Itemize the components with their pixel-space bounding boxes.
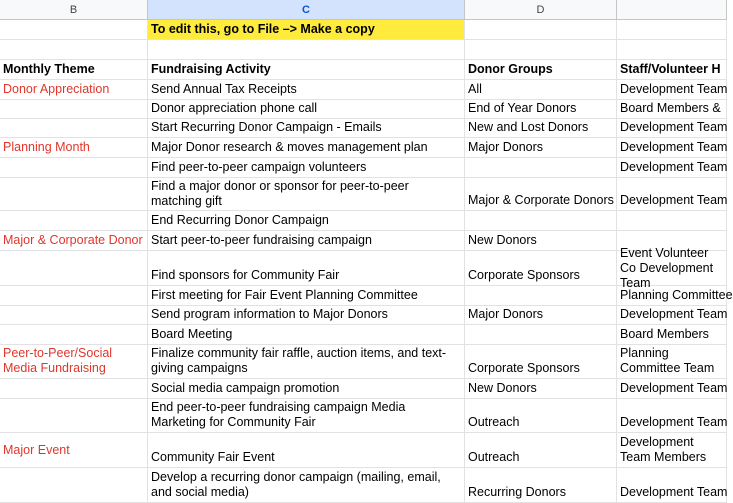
donor-group-cell[interactable] bbox=[465, 231, 617, 251]
activity-cell[interactable] bbox=[148, 118, 465, 138]
staff-cell[interactable] bbox=[617, 80, 727, 100]
header-theme-cell[interactable] bbox=[0, 60, 148, 80]
theme-cell[interactable] bbox=[0, 433, 148, 468]
table-row bbox=[0, 305, 728, 325]
staff-cell[interactable] bbox=[617, 468, 727, 503]
header-staff-cell[interactable] bbox=[617, 60, 727, 80]
donors-text: Major Donors bbox=[468, 307, 544, 321]
theme-cell[interactable] bbox=[0, 398, 148, 433]
staff-cell[interactable] bbox=[617, 379, 727, 399]
activity-cell[interactable] bbox=[148, 211, 465, 231]
header-activity-cell[interactable] bbox=[148, 60, 465, 80]
staff-text: Board Members & bbox=[620, 101, 721, 115]
donors-text: New Donors bbox=[468, 381, 537, 395]
staff-cell[interactable] bbox=[617, 99, 727, 119]
staff-cell[interactable] bbox=[617, 211, 727, 231]
activity-cell[interactable] bbox=[148, 468, 465, 503]
staff-text: Development Team bbox=[620, 415, 728, 429]
theme-text: Donor Appreciation bbox=[3, 82, 110, 96]
activity-text: Find peer-to-peer campaign volunteers bbox=[151, 160, 367, 174]
donors-text: New and Lost Donors bbox=[468, 120, 589, 134]
staff-cell[interactable] bbox=[617, 344, 727, 379]
theme-cell[interactable] bbox=[0, 325, 148, 345]
activity-cell[interactable] bbox=[148, 177, 465, 211]
staff-text: Planning Committee bbox=[620, 288, 733, 302]
header-staff: Staff/Volunteer H bbox=[620, 62, 721, 76]
header-donors-cell[interactable] bbox=[465, 60, 617, 80]
staff-text: Development Team bbox=[620, 307, 728, 321]
activity-cell[interactable] bbox=[148, 305, 465, 325]
theme-cell[interactable] bbox=[0, 344, 148, 379]
cell[interactable] bbox=[0, 20, 148, 40]
column-header-d-label: D bbox=[536, 3, 545, 16]
table-row bbox=[0, 468, 728, 503]
staff-text: Event Volunteer Co Development Team bbox=[620, 245, 714, 290]
header-donors: Donor Groups bbox=[468, 62, 553, 76]
staff-text: Planning Committee Team bbox=[620, 346, 715, 375]
activity-text: Send program information to Major Donors bbox=[151, 307, 388, 321]
theme-cell[interactable] bbox=[0, 118, 148, 138]
theme-cell[interactable] bbox=[0, 379, 148, 399]
staff-text: Development Team bbox=[620, 120, 728, 134]
cell[interactable] bbox=[0, 40, 148, 60]
cell[interactable] bbox=[617, 40, 727, 60]
cell[interactable] bbox=[465, 20, 617, 40]
activity-text: Donor appreciation phone call bbox=[151, 101, 318, 115]
table-row bbox=[0, 99, 720, 119]
activity-text: Develop a recurring donor campaign (mailing, email, and social media) bbox=[151, 470, 441, 499]
column-header-e[interactable] bbox=[617, 0, 727, 20]
donor-group-cell[interactable] bbox=[465, 99, 617, 119]
table-row bbox=[0, 286, 733, 306]
table-row bbox=[0, 231, 720, 251]
donor-group-cell[interactable] bbox=[465, 80, 617, 100]
activity-text: End Recurring Donor Campaign bbox=[151, 213, 329, 227]
staff-cell[interactable] bbox=[617, 286, 733, 306]
header-theme: Monthly Theme bbox=[3, 62, 95, 76]
donor-group-cell[interactable] bbox=[465, 325, 617, 345]
table-row bbox=[0, 245, 720, 290]
theme-text: Major Event bbox=[3, 442, 70, 457]
staff-cell[interactable] bbox=[617, 177, 727, 211]
activity-text: First meeting for Fair Event Planning Committee bbox=[151, 288, 418, 302]
donors-text: Corporate Sponsors bbox=[468, 361, 580, 375]
theme-cell[interactable] bbox=[0, 211, 148, 231]
staff-cell[interactable] bbox=[617, 325, 727, 345]
staff-text: Development Team Members bbox=[620, 435, 707, 464]
donors-text: New Donors bbox=[468, 233, 537, 247]
header-activity: Fundraising Activity bbox=[151, 62, 271, 76]
donor-group-cell[interactable] bbox=[465, 344, 617, 379]
theme-cell[interactable] bbox=[0, 305, 148, 325]
blank-row bbox=[0, 40, 720, 60]
donors-text: End of Year Donors bbox=[468, 101, 577, 115]
activity-cell[interactable] bbox=[148, 251, 465, 286]
table-row bbox=[0, 118, 728, 138]
cell[interactable] bbox=[148, 40, 465, 60]
donors-text: Corporate Sponsors bbox=[468, 268, 580, 282]
activity-cell[interactable] bbox=[148, 80, 465, 100]
activity-text: Find sponsors for Community Fair bbox=[151, 268, 340, 282]
activity-cell[interactable] bbox=[148, 379, 465, 399]
table-row bbox=[0, 80, 728, 100]
activity-text: Major Donor research & moves management plan bbox=[151, 140, 428, 154]
theme-cell[interactable] bbox=[0, 231, 148, 251]
staff-text: Board Members bbox=[620, 327, 709, 341]
edit-note-text: To edit this, go to File –> Make a copy bbox=[151, 22, 375, 36]
staff-text: Development Team bbox=[620, 381, 728, 395]
staff-text: Development Team bbox=[620, 82, 728, 96]
activity-text: Social media campaign promotion bbox=[151, 381, 340, 395]
donor-group-cell[interactable] bbox=[465, 177, 617, 211]
staff-text: Development Team bbox=[620, 485, 728, 499]
theme-text: Peer-to-Peer/Social Media Fundraising bbox=[3, 346, 113, 375]
staff-cell[interactable] bbox=[617, 118, 727, 138]
table-row bbox=[0, 398, 728, 433]
activity-text: Start peer-to-peer fundraising campaign bbox=[151, 233, 372, 247]
staff-cell[interactable] bbox=[617, 398, 727, 433]
theme-cell[interactable] bbox=[0, 99, 148, 119]
theme-text: Planning Month bbox=[3, 140, 90, 154]
column-header-b-label: B bbox=[69, 3, 78, 16]
donor-group-cell[interactable] bbox=[465, 286, 617, 306]
header-row bbox=[0, 60, 720, 80]
edit-note-cell[interactable] bbox=[148, 20, 465, 40]
activity-cell[interactable] bbox=[148, 138, 465, 158]
donors-text: Major Donors bbox=[468, 140, 544, 154]
column-header-c-label: C bbox=[302, 3, 310, 16]
table-row bbox=[0, 138, 728, 158]
theme-cell[interactable] bbox=[0, 138, 148, 158]
staff-cell[interactable] bbox=[617, 245, 727, 290]
activity-cell[interactable] bbox=[148, 398, 465, 433]
theme-cell[interactable] bbox=[0, 158, 148, 178]
table-row bbox=[0, 158, 728, 178]
cell[interactable] bbox=[465, 40, 617, 60]
activity-text: Start Recurring Donor Campaign - Emails bbox=[151, 120, 382, 134]
table-row bbox=[0, 379, 728, 399]
donor-group-cell[interactable] bbox=[465, 118, 617, 138]
donor-group-cell[interactable] bbox=[465, 211, 617, 231]
activity-cell[interactable] bbox=[148, 99, 465, 119]
theme-text: Major & Corporate Donor bbox=[3, 233, 143, 247]
donors-text: Outreach bbox=[468, 450, 520, 464]
staff-text: Development Team bbox=[620, 140, 728, 154]
donor-group-cell[interactable] bbox=[465, 398, 617, 433]
activity-text: Board Meeting bbox=[151, 327, 233, 341]
staff-cell[interactable] bbox=[617, 158, 727, 178]
column-header-d[interactable] bbox=[465, 0, 617, 20]
theme-cell[interactable] bbox=[0, 286, 148, 306]
activity-cell[interactable] bbox=[148, 344, 465, 379]
staff-cell[interactable] bbox=[617, 138, 727, 158]
table-row bbox=[0, 344, 720, 379]
donor-group-cell[interactable] bbox=[465, 305, 617, 325]
theme-cell[interactable] bbox=[0, 177, 148, 211]
activity-cell[interactable] bbox=[148, 158, 465, 178]
theme-cell[interactable] bbox=[0, 80, 148, 100]
theme-cell[interactable] bbox=[0, 468, 148, 503]
donor-group-cell[interactable] bbox=[465, 251, 617, 286]
cell[interactable] bbox=[617, 20, 727, 40]
staff-cell[interactable] bbox=[617, 433, 727, 468]
activity-text: Community Fair Event bbox=[151, 450, 275, 464]
activity-cell[interactable] bbox=[148, 433, 465, 468]
donors-text: Outreach bbox=[468, 415, 520, 429]
activity-text: Send Annual Tax Receipts bbox=[151, 82, 297, 96]
donor-group-cell[interactable] bbox=[465, 468, 617, 503]
donors-text: Recurring Donors bbox=[468, 485, 566, 499]
theme-cell[interactable] bbox=[0, 251, 148, 286]
donor-group-cell[interactable] bbox=[465, 433, 617, 468]
activity-cell[interactable] bbox=[148, 286, 465, 306]
staff-text: Development Team bbox=[620, 193, 728, 207]
donors-text: All bbox=[468, 82, 482, 96]
donors-text: Major & Corporate Donors bbox=[468, 193, 614, 207]
activity-text: End peer-to-peer fundraising campaign Media Marketing for Community Fair bbox=[151, 400, 406, 429]
activity-text: Find a major donor or sponsor for peer-to-peer matching gift bbox=[151, 178, 409, 208]
donor-group-cell[interactable] bbox=[465, 158, 617, 178]
donor-group-cell[interactable] bbox=[465, 379, 617, 399]
table-row bbox=[0, 433, 720, 468]
table-row bbox=[0, 325, 720, 345]
note-row bbox=[0, 20, 720, 40]
table-row bbox=[0, 177, 728, 211]
table-row bbox=[0, 211, 720, 231]
activity-cell[interactable] bbox=[148, 325, 465, 345]
donor-group-cell[interactable] bbox=[465, 138, 617, 158]
column-header-b[interactable] bbox=[0, 0, 148, 20]
staff-text: Development Team bbox=[620, 160, 728, 174]
activity-cell[interactable] bbox=[148, 231, 465, 251]
activity-text: Finalize community fair raffle, auction items, and text-giving campaigns bbox=[151, 346, 447, 375]
column-header-c[interactable] bbox=[148, 0, 465, 20]
staff-cell[interactable] bbox=[617, 305, 727, 325]
